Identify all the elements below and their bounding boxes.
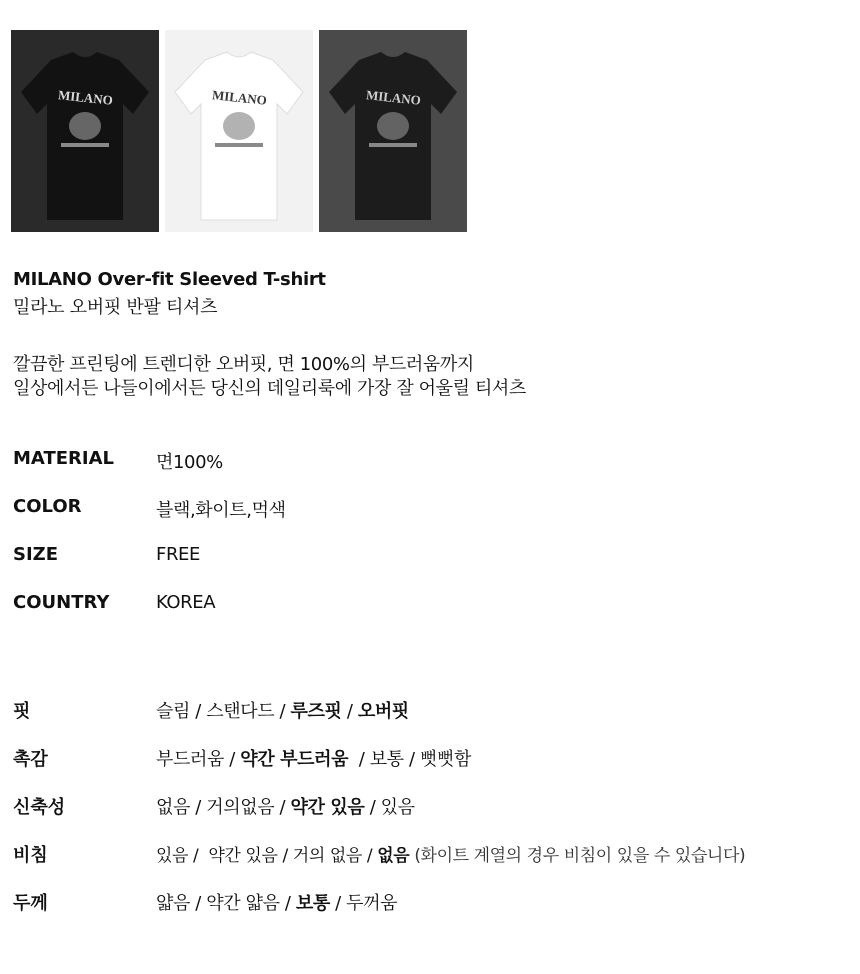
feature-value <box>156 841 745 866</box>
print-text: MILANO <box>365 87 422 108</box>
feature-selected: 보통 <box>295 893 330 914</box>
spec-label: COUNTRY <box>13 592 110 613</box>
thumbnail-black[interactable] <box>11 30 159 232</box>
feature-option-text: 슬림 / 스탠다드 / <box>156 701 291 722</box>
feature-option-text: / 두꺼움 <box>329 893 398 914</box>
spec-label: COLOR <box>13 496 82 517</box>
feature-option-text: / 있음 <box>364 797 415 818</box>
spec-label: MATERIAL <box>13 448 114 469</box>
product-title-ko: 밀라노 오버핏 반팔 티셔츠 <box>13 297 218 318</box>
feature-selected: 루즈핏 <box>290 701 342 722</box>
spec-value: FREE <box>156 544 201 565</box>
feature-value <box>156 889 397 915</box>
feature-option-text: / 보통 / 뻣뻣함 <box>348 749 471 770</box>
feature-selected: 없음 <box>377 846 410 866</box>
feature-option-text: 없음 / 거의없음 / <box>156 797 291 818</box>
feature-option-text: 있음 / 약간 있음 / 거의 없음 / <box>156 846 378 866</box>
product-description <box>13 353 526 401</box>
feature-selected: 약간 부드러움 <box>240 749 349 770</box>
feature-label: 비침 <box>13 845 48 866</box>
feature-label: 두께 <box>13 893 48 914</box>
feature-label: 핏 <box>13 701 31 722</box>
thumbnail-charcoal[interactable] <box>319 30 467 232</box>
print-text: MILANO <box>211 87 268 108</box>
feature-value <box>156 793 415 819</box>
feature-selected: 약간 있음 <box>290 797 365 818</box>
feature-note: (화이트 계열의 경우 비침이 있을 수 있습니다) <box>414 846 746 866</box>
spec-value: KOREA <box>156 592 216 613</box>
feature-option-text: 부드러움 / <box>156 749 241 770</box>
description-line: 깔끔한 프린팅에 트렌디한 오버핏, 면 100%의 부드러움까지 <box>13 354 474 375</box>
thumbnail-white[interactable] <box>165 30 313 232</box>
feature-option-text: / <box>341 701 358 722</box>
feature-label: 신축성 <box>13 797 66 818</box>
tshirt-white-image <box>165 30 313 232</box>
feature-value <box>156 697 409 723</box>
product-gallery <box>11 30 467 232</box>
print-text: MILANO <box>57 87 114 108</box>
spec-value: 면100% <box>156 452 223 473</box>
spec-label: SIZE <box>13 544 59 565</box>
feature-option-text: 얇음 / 약간 얇음 / <box>156 893 296 914</box>
product-title-en: MILANO Over-fit Sleeved T-shirt <box>13 269 326 290</box>
spec-value: 블랙,화이트,먹색 <box>156 500 286 521</box>
feature-selected: 오버핏 <box>357 701 409 722</box>
feature-label: 촉감 <box>13 749 48 770</box>
feature-value <box>156 745 471 771</box>
tshirt-black-image <box>11 30 159 232</box>
tshirt-charcoal-image <box>319 30 467 232</box>
description-line: 일상에서든 나들이에서든 당신의 데일리룩에 가장 잘 어울릴 티셔츠 <box>13 378 526 399</box>
